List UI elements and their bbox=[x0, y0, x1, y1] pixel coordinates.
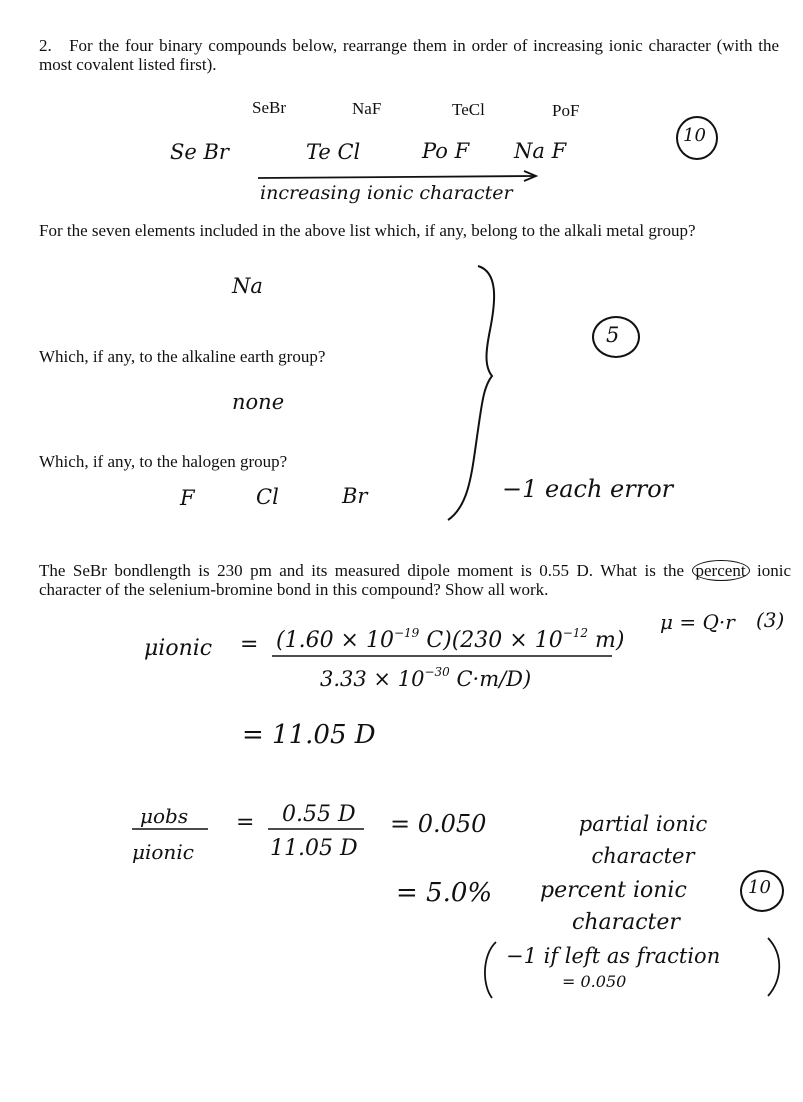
score-formula: (3) bbox=[756, 608, 785, 632]
question-number: 2. bbox=[39, 36, 52, 55]
mu-ionic-label-2: μionic bbox=[132, 840, 194, 864]
answer-order-2: Te Cl bbox=[306, 140, 361, 164]
exp-a: −19 bbox=[393, 626, 420, 640]
alkaline-answer: none bbox=[232, 390, 285, 414]
answer-order-4: Na F bbox=[514, 139, 567, 163]
arrow-label: increasing ionic character bbox=[260, 182, 513, 204]
exp-b: −12 bbox=[562, 626, 589, 640]
compound-2: NaF bbox=[352, 99, 382, 118]
ratio-num: 0.55 D bbox=[282, 802, 356, 827]
compound-3: TeCl bbox=[452, 100, 485, 119]
mu-obs-label: μobs bbox=[140, 804, 189, 828]
numerator-a: (1.60 × 10 bbox=[276, 628, 394, 653]
ratio-value: = 0.050 bbox=[390, 810, 487, 838]
circled-word: percent bbox=[692, 560, 750, 581]
numerator-c: m) bbox=[595, 628, 625, 653]
halogen-answer-3: Br bbox=[342, 484, 368, 508]
numerator bbox=[276, 626, 625, 653]
percent-label-1: percent ionic bbox=[540, 878, 687, 903]
mu-ionic-label: μionic bbox=[144, 636, 213, 661]
halogen-question: Which, if any, to the halogen group? bbox=[39, 452, 288, 471]
compound-1: SeBr bbox=[252, 98, 286, 117]
deduction-note: −1 if left as fraction bbox=[506, 944, 721, 968]
alkali-answer: Na bbox=[232, 274, 263, 298]
score-groups: 5 bbox=[606, 323, 620, 347]
halogen-answer-2: Cl bbox=[256, 485, 279, 509]
dipole-sentence-1: The SeBr bondlength is 230 pm and its measured dipole moment is 0.55 D. What is the bbox=[39, 561, 685, 580]
percent-label-2: character bbox=[572, 910, 680, 935]
score-order: 10 bbox=[683, 125, 706, 146]
equals-2: = bbox=[236, 810, 255, 835]
exp-c: −30 bbox=[424, 665, 450, 679]
denominator-a: 3.33 × 10 bbox=[320, 667, 425, 691]
alkaline-question: Which, if any, to the alkaline earth group? bbox=[39, 347, 326, 366]
denominator bbox=[320, 665, 531, 691]
question-prompt: For the four binary compounds below, rearrange them in order of increasing ionic character (with the most covalent listed first). bbox=[39, 36, 779, 74]
answer-order-1: Se Br bbox=[170, 140, 229, 164]
result: = 11.05 D bbox=[242, 720, 376, 750]
group-question: For the seven elements included in the above list which, if any, belong to the alkali metal group? bbox=[39, 221, 696, 240]
score-percent: 10 bbox=[748, 877, 771, 898]
deduction-value: = 0.050 bbox=[562, 972, 627, 991]
answer-order-3: Po F bbox=[422, 139, 470, 163]
formula: μ = Q·r bbox=[660, 610, 735, 634]
partial-label: partial ionic character bbox=[578, 812, 708, 868]
halogen-answer-1: F bbox=[180, 486, 195, 510]
percent-value: = 5.0% bbox=[396, 878, 493, 908]
error-note: −1 each error bbox=[502, 475, 674, 503]
ratio-den: 11.05 D bbox=[270, 836, 358, 861]
compound-4: PoF bbox=[552, 101, 580, 120]
dipole-question bbox=[39, 561, 791, 599]
dipole-sentence-2: ionic character of the selenium-bromine bond in this compound? Show all work. bbox=[39, 561, 792, 599]
numerator-b: C)(230 × 10 bbox=[426, 628, 563, 653]
denominator-b: C·m/D) bbox=[456, 667, 532, 691]
equals-1: = bbox=[240, 632, 259, 657]
